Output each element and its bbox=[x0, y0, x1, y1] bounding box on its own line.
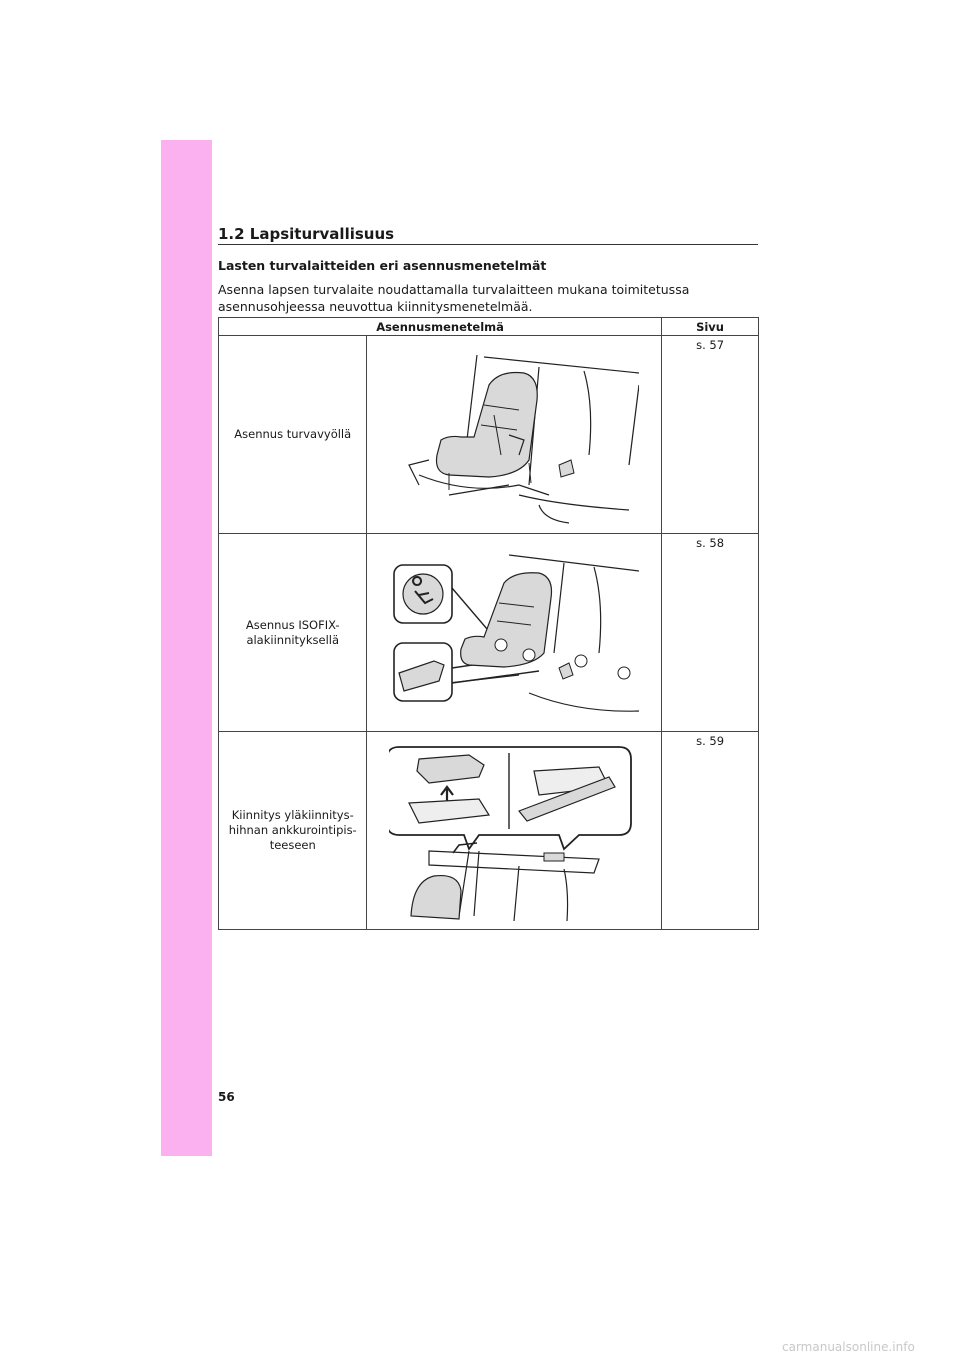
illustration-cell bbox=[367, 732, 662, 930]
table-row bbox=[219, 534, 759, 732]
method-isofix: Asennus ISOFIX-alakiinnityksellä bbox=[219, 534, 367, 732]
page-ref-58[interactable]: s. 58 bbox=[662, 534, 759, 732]
page-number: 56 bbox=[218, 1090, 235, 1104]
method-seatbelt: Asennus turvavyöllä bbox=[219, 336, 367, 534]
header-page: Sivu bbox=[662, 318, 759, 336]
child-seat-isofix-illustration bbox=[389, 543, 639, 723]
chapter-tab bbox=[161, 140, 212, 1156]
illustration-cell bbox=[367, 534, 662, 732]
illustration-cell bbox=[367, 336, 662, 534]
installation-methods-table bbox=[218, 317, 759, 930]
top-tether-anchor-illustration bbox=[389, 741, 639, 921]
section-title: 1.2 Lapsiturvallisuus bbox=[218, 225, 395, 243]
table-header-row bbox=[219, 318, 759, 336]
intro-paragraph: Asenna lapsen turvalaite noudattamalla turvalaitteen mukana toimitetussa asennusohjeessa neuvottua kiinnitysmenetelmää. bbox=[218, 282, 690, 314]
subheading: Lasten turvalaitteiden eri asennusmenetelmät bbox=[218, 258, 547, 273]
watermark: carmanualsonline.info bbox=[782, 1340, 915, 1354]
table-row bbox=[219, 732, 759, 930]
table-row bbox=[219, 336, 759, 534]
child-seat-seatbelt-illustration bbox=[389, 345, 639, 525]
method-top-tether: Kiinnitys yläkiinnitys-hihnan ankkurointipis-teeseen bbox=[219, 732, 367, 930]
page-ref-59[interactable]: s. 59 bbox=[662, 732, 759, 930]
section-divider bbox=[218, 244, 758, 245]
page-ref-57[interactable]: s. 57 bbox=[662, 336, 759, 534]
header-method: Asennusmenetelmä bbox=[219, 318, 662, 336]
